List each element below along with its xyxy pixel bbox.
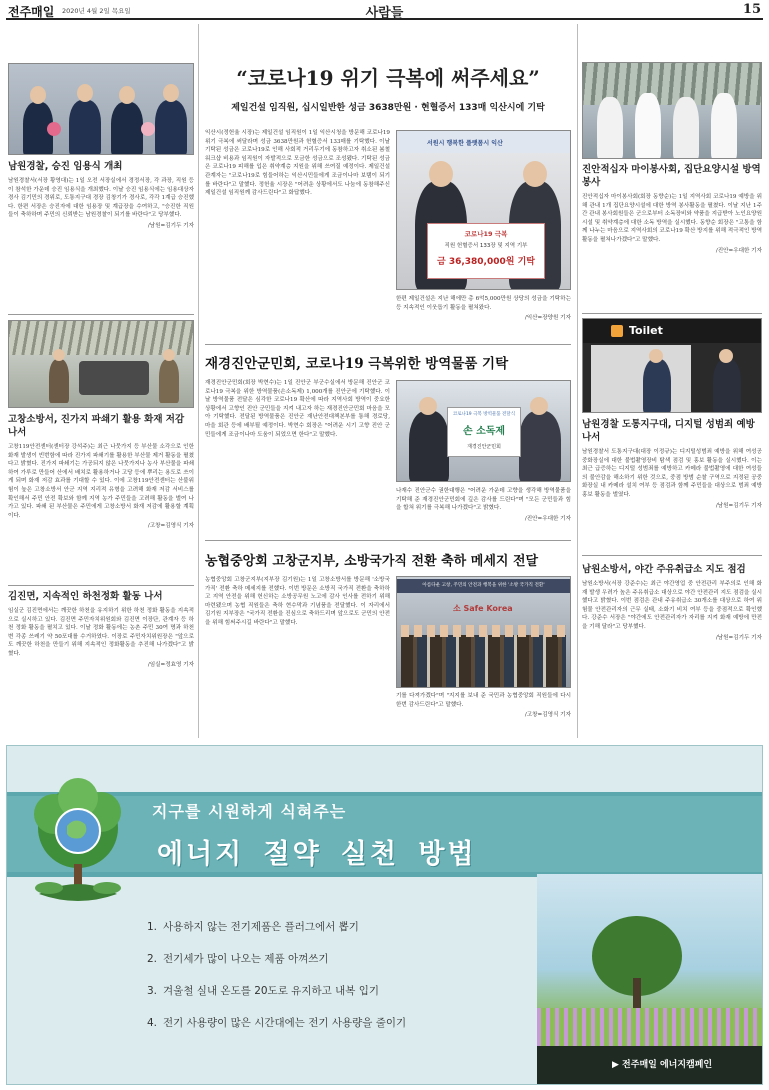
board-amount: 금 36,380,000원 기탁 [437,257,535,267]
globe-tree-icon [19,776,137,916]
article-title: 남원소방서, 야간 주유취급소 지도 점검 [582,564,746,575]
article-title: 재경진안군민회, 코로나19 극복위한 방역물품 기탁 [205,356,509,372]
page-number: 15 [742,2,761,17]
article-body: 한편 제일건설은 지난 해에만 총 6억5,000만원 상당의 성금을 기탁하는 등 지속적인 이웃돕기 활동을 펼쳐왔다. [396,296,571,311]
issue-date: 2020년 4월 2일 목요일 [62,7,131,15]
board-line1: 코로나19 극복 [464,230,508,238]
quarantine-volunteers-photo [582,62,762,159]
toilet-inspection-photo [582,318,762,413]
article-body: 임실군 김진면에서는 깨끗한 하천을 유지하기 위한 하천 정화 활동을 지속적으로 실시하고 있다. 김진면 주민자치위원회와 김진면 이장단, 관계자 등 하천 정화 활동을 펼치고 있다. 이날 정화 활동에는 농촌 주민 30여 명과 하천변 각종 쓰레기 약 50포대를 수거하였다. 이장로 주민자치위원장은 "앞으로도 깨끗한 하천을 만들기 위해 지속적인 정화활동을 추진해 나가겠다"고 밝혔다. [8,608,194,657]
page-header [6,0,763,20]
article-body: 기를 다져가겠다"며 "지지를 보내 준 국민과 농협중앙회 직원들에 다시한번 감사드린다"고 말했다. [396,693,571,708]
byline: /남원=김기두 기자 [147,222,194,229]
article-title: 농협중앙회 고창군지부, 소방국가직 전환 축하 메세지 전달 [205,554,539,569]
article-body: 농협중앙회 고창군지부(지부장 김기원)는 1일 고창소방서를 방문해 '소방국가직' 전환 축하 메세지를 전했다. 이번 방문은 소방직 국가직 전환을 축하하고 지역 안전을 위해 헌신하는 소방공무원 노고에 감사 인사를 전하기 위해 마련됐으며 농협 직원들은 축하 현수막과 기념품을 전달했다. 이 자리에서 김기원 지부장은 "국가직 전환을 진심으로 축하드리며 앞으로도 군민의 안전을 위해 힘써주시길 바란다"고 말했다. [205,577,390,626]
donation-board [427,223,545,279]
subheadline: 제일건설 임직원, 십시일반한 성금 3638만원 · 현혈증서 133매 익산시에 기탁 [231,103,545,113]
board-bottom: 재경진안군민회 [467,444,501,450]
photo-banner-text: 아름다운 고창, 주민의 안전과 행복을 위한 '소방 국가직 전환' [397,579,570,593]
quarantine-donation-photo [396,380,571,482]
safe-korea-logo: 소 Safe Korea [453,604,513,613]
energy-tip-3: 3. 겨울철 실내 온도를 20도로 유지하고 내복 입기 [147,985,379,997]
donation-photo [396,130,571,290]
banner-sign-text: 서원시 행복한 플랫폼시 익산 [427,140,503,147]
byline: /고창=김영식 기자 [147,523,194,530]
energy-tip-1: 1. 사용하지 않는 전기제품은 플러그에서 뽑기 [147,921,359,933]
article-title: 남원경찰 도통지구대, 디지털 성범죄 예방 나서 [582,419,755,443]
headline: “코로나19 위기 극복에 써주세요” [236,66,540,90]
article-body: 남원소방서(서장 강준수)는 최근 야간영업 중 안전관리 부주의로 인해 화재 발생 우려가 높은 주유취급소 대상으로 야간 안전관리 지도 점검을 실시했다고 밝혔다. 이번 점검은 관내 주유취급소 30개소를 대상으로 하여 위험물 안전관리자의 근무 실태, 소화기 비치 여부 등을 중점적으로 확인했다. 강준수 서장은 "야간에도 안전관리자가 자리를 지켜 화재 예방에 만전을 기해 달라"고 당부했다. [582,581,762,630]
byline: /고창=김영식 기자 [524,712,571,719]
byline: /진안=우대한 기자 [524,515,571,522]
article-title: 진안적십자 마이봉사회, 집단요양시설 방역 봉사 [582,164,761,188]
byline: /남원=김기두 기자 [715,502,762,509]
board-line2: 직원 헌혈증서 133장 및 지역 기부 [444,243,528,249]
article-title: 고창소방서, 진가지 파쇄기 활용 화재 저감 나서 [8,414,185,438]
toilet-sign: Toilet [629,324,663,337]
byline: /진안=우대한 기자 [715,247,762,254]
firefighters-group-photo [396,576,571,688]
article-body: 남원경찰서 도통지구대(대장 이정규)는 디지털성범죄 예방을 위해 여성공중화장실에 대한 불법촬영장비 탐색 점검 및 홍보 활동을 실시했다. 이는 최근 급증하는 디지털 성범죄를 예방하고 카메라 불법촬영에 대한 여성들의 불안감을 해소하기 위한 것으로, 중점 방범 순찰 구역으로 지정된 공중화장실 내 카메라 설치 여부 등 점검과 함께 주민들을 대상으로 범죄 예방 홍보 활동을 벌였다. [582,449,762,498]
byline: /익산=장양원 기자 [524,315,571,322]
banner-subtitle: 지구를 시원하게 식혀주는 [152,802,347,821]
article-body: 익산시(정헌율 시장)는 제일건설 임직원이 1일 익산시청을 방문해 코로나19 위기 극복에 써달라며 성금 3638만원과 헌혈증서 133매를 기탁했다. 이날 기탁된 성금은 코로나19로 인해 사회적 거리두기에 동참하고자 취소된 봄철 워크샵 비용과 임직원이 자발적으로 모금한 성금으로 조성됐다. 기탁된 성금은 코로나19 피해를 입은 취약계층 지원을 위해 쓰여질 예정이다. 제일건설 관계자는 "코로나19로 힘들어하는 익산시민들에게 조금이나마 보탬이 되기를 바란다"고 말했다. 정헌율 시장은 "어려운 상황에서도 나눔에 동참해주신 제일건설 임직원께 감사드린다"고 화답했다. [205,130,390,197]
article-body: 진안적십자 마이봉사회(회장 동향순)는 1일 지역사회 코로나19 예방을 위해 관내 1개 집단요양시설에 대한 방역 봉사활동을 펼쳤다. 이날 지난 1주간 관내 봉사회원들은 군으로부터 소독장비와 약품을 지급받아 노인요양원 시설 및 취약계층에 대한 소독 방역을 실시했다. 동향순 회장은 "고통을 함께 나누는 마음으로 지역사회의 코로나19 확산 방지를 위해 적극적인 방역 활동을 펼쳐나가겠다"고 말했다. [582,194,762,243]
quarantine-board [447,407,521,457]
byline: /임실=정효영 기자 [147,661,194,668]
article-title: 김진면, 지속적인 하천정화 활동 나서 [8,591,163,602]
energy-campaign-banner [6,745,763,1085]
byline: /남원=김기두 기자 [715,634,762,641]
section-name: 사람들 [365,6,404,21]
article-body: 나재수 진안군수 권한대행은 "어려운 가운데 고향을 생각해 방역물품을 기탁해 준 재경진안군민회에 깊은 감사를 드린다"며 "모든 군민들과 힘을 합쳐 위기를 극복해 나가겠다"고 밝혔다. [396,488,571,512]
banner-title: 에너지 절약 실천 방법 [157,839,477,870]
branch-shredder-photo [8,320,194,408]
board-middle: 손 소독제 [462,426,506,437]
board-top: 코로나19 극복 방역물품 전달식 [452,412,516,417]
energy-tip-2: 2. 전기세가 많이 나오는 제품 아껴쓰기 [147,953,329,965]
article-title: 남원경찰, 승진 임용식 개최 [8,161,123,172]
article-body: 고창119안전센터(센터장 강석주)는 최근 나뭇가지 등 부산물 소각으로 인한 화재 발생이 빈번함에 따라 진가지 파쇄기를 활용한 부산물 제거 활동을 펼쳤다고 밝혔다. 진가지 파쇄기는 가공되지 않은 나뭇가지나 농사 부산물을 파쇄하여 가루로 만들어 산에서 배치로 활용하거나 고당 등에 뿌리는 용도로 쓰이게 되며 화재 저감 효과를 기대할 수 있다. 이에 고창119안전센터는 산불위험이 높은 고창소방서 안군 지역 지리적 유형을 고려해 화재 저감 서비스를 확인해서 주민 안전 확보와 함께 지역 농가 주민들을 고려해 활동을 벌여 나가고 있다. 파쇄 된 부산물은 주민에게 고창소방서 화재 저감에 활용할 계획이다. [8,444,194,519]
campaign-label: ▶ 전주매일 에너지캠페인 [612,1060,713,1070]
article-body: 재경진안군민회(회장 박현수)는 1일 진안군 부군수실에서 방문해 진안군 코로나19 극복을 위한 방역물품(손소독제) 1,000개를 진안군에 기탁했다. 이날 방역물품 전달은 심각한 코로나19 확산에 따라 지역사회 방역이 중요한 상황에서 고향인 진안 군민들을 지켜 내고자 하는 재경진안군민회 마음을 모아 기탁했다. 전달된 방역물품은 진안군 재난안전대책본부를 통해 경로당, 마을 회관 등에 배부될 예정이다. 박현수 회장은 "어려운 시기 고향 진안 군민들에게 조금이나마 도움이 되었으면 한다"고 말했다. [205,380,390,438]
promotion-ceremony-photo [8,63,194,155]
newspaper-name: 전주매일 [8,5,55,19]
article-body: 남원경찰서(서장 황영대)는 1일 오전 서장실에서 경정서장, 각 과장, 직원 등이 참석한 가운데 승진 임용식을 개최했다. 이날 승진 임용식에는 임용대상자 경사 김기민의 경위로, 도통지구대 경장 김창기가 경사로, 각각 1계급 승진했다. 한편 서장은 승진자에 대한 임용장 및 계급장을 수여하고, "승진한 직원들이 축하하며 주민의 신뢰받는 남원경찰이 되기를 바란다"고 당부했다. [8,178,194,219]
energy-tip-4: 4. 전기 사용량이 많은 시간대에는 전기 사용량을 줄이기 [147,1017,407,1029]
